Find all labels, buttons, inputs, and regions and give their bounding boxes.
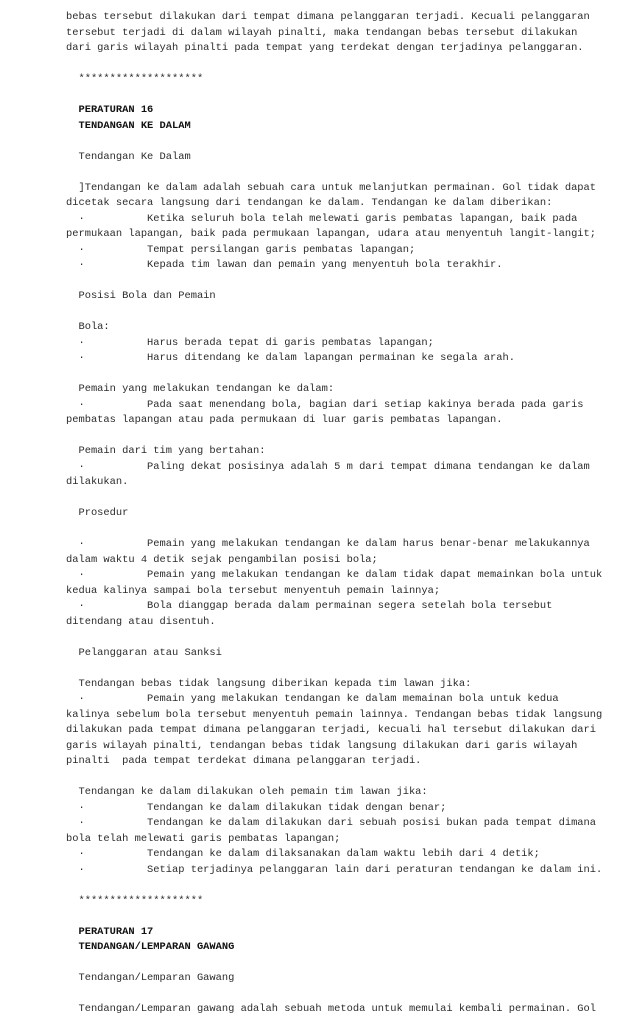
text-line: PERATURAN 17 [66,925,154,938]
text-line: · Pemain yang melakukan tendangan ke dalam tidak dapat memainkan bola untuk [66,569,603,581]
text-line: dalam waktu 4 detik sejak pengambilan posisi bola; [66,553,378,566]
paragraph-gap [66,956,606,972]
paragraph [66,894,606,910]
section-heading [66,103,606,134]
paragraph-gap [66,88,606,104]
text-line: · Kepada tim lawan dan pemain yang menyentuh bola terakhir. [66,259,503,271]
text-line: · Bola dianggap berada dalam permainan segera setelah bola tersebut [66,600,553,612]
text-line: Bola: [66,321,110,333]
text-line: tersebut terjadi di dalam wilayah pinalti, maka tendangan bebas tersebut dilakukan [66,26,578,39]
text-line: · Harus ditendang ke dalam lapangan permainan ke segala arah. [66,352,515,364]
paragraph [66,444,606,491]
paragraph [66,150,606,166]
text-line: · Tendangan ke dalam dilaksanakan dalam waktu lebih dari 4 detik; [66,848,540,860]
paragraph-gap [66,305,606,321]
document-page [66,10,606,1018]
paragraph-gap [66,57,606,73]
paragraph [66,320,606,367]
text-line: dilakukan pada tempat dimana pelanggaran terjadi, kecuali hal tersebut dilakukan dari [66,724,597,736]
paragraph-gap [66,522,606,538]
text-line: · Ketika seluruh bola telah melewati garis pembatas lapangan, baik pada [66,212,578,225]
text-line: · Harus berada tepat di garis pembatas lapangan; [66,336,434,349]
text-line: · Pemain yang melakukan tendangan ke dalam harus benar-benar melakukannya [66,538,590,550]
text-line: · Tendangan ke dalam dilakukan dari sebuah posisi bukan pada tempat dimana [66,817,597,829]
text-line: Pemain dari tim yang bertahan: [66,445,266,457]
text-line: TENDANGAN/LEMPARAN GAWANG [66,941,235,953]
text-line: · Paling dekat posisinya adalah 5 m dari tempat dimana tendangan ke dalam [66,460,590,473]
text-line: Tendangan Ke Dalam [66,150,191,163]
paragraph-gap [66,491,606,507]
paragraph-gap [66,909,606,925]
text-line: Tendangan bebas tidak langsung diberikan kepada tim lawan jika: [66,677,472,690]
text-line: TENDANGAN KE DALAM [66,119,191,132]
paragraph-gap [66,429,606,445]
text-line: Prosedur [66,507,129,519]
text-line: pembatas lapangan atau pada permukaan di luar garis pembatas lapangan. [66,414,503,426]
text-line: · Pemain yang melakukan tendangan ke dalam memainan bola untuk kedua [66,693,559,705]
text-line: Pemain yang melakukan tendangan ke dalam: [66,383,335,395]
paragraph [66,289,606,305]
text-line: Tendangan ke dalam dilakukan oleh pemain tim lawan jika: [66,786,428,798]
paragraph [66,181,606,274]
text-line: garis wilayah pinalti, tendangan bebas tidak langsung dilakukan dari garis wilayah [66,739,578,752]
paragraph [66,677,606,770]
text-line: · Tendangan ke dalam dilakukan tidak dengan benar; [66,801,447,814]
paragraph [66,971,606,987]
paragraph-gap [66,661,606,677]
paragraph [66,1002,606,1018]
text-line: dicetak secara langsung dari tendangan ke dalam. Tendangan ke dalam diberikan: [66,197,553,209]
text-line: kedua kalinya sampai bola tersebut menyentuh pemain lainnya; [66,584,441,597]
text-line: pinalti pada tempat terdekat dimana pelanggaran terjadi. [66,755,422,767]
text-line: dilakukan. [66,476,129,488]
paragraph-gap [66,878,606,894]
paragraph-gap [66,134,606,150]
paragraph [66,646,606,662]
text-line: bola telah melewati garis pembatas lapangan; [66,832,341,845]
text-line: Pelanggaran atau Sanksi [66,646,222,659]
text-line: bebas tersebut dilakukan dari tempat dimana pelanggaran terjadi. Kecuali pelanggaran [66,11,590,23]
paragraph-gap [66,165,606,181]
text-line: · Setiap terjadinya pelanggaran lain dari peraturan tendangan ke dalam ini. [66,863,603,876]
paragraph-gap [66,274,606,290]
paragraph [66,10,606,57]
paragraph [66,537,606,630]
text-line: · Tempat persilangan garis pembatas lapangan; [66,243,416,256]
paragraph [66,72,606,88]
text-line: ******************** [66,894,204,907]
text-line: PERATURAN 16 [66,104,154,116]
text-line: ditendang atau disentuh. [66,615,216,628]
paragraph [66,382,606,429]
text-line: Tendangan/Lemparan Gawang [66,972,235,984]
text-line: Posisi Bola dan Pemain [66,290,216,302]
text-line: permukaan lapangan, baik pada permukaan lapangan, udara atau menyentuh langit-langit; [66,228,597,240]
paragraph [66,506,606,522]
text-line: ******************** [66,73,204,85]
text-line: kalinya sebelum bola tersebut menyentuh pemain lainnya. Tendangan bebas tidak langsung [66,708,603,721]
paragraph-gap [66,367,606,383]
text-line: ]Tendangan ke dalam adalah sebuah cara untuk melanjutkan permainan. Gol tidak dapat [66,181,597,194]
paragraph [66,785,606,878]
paragraph-gap [66,630,606,646]
text-line: · Pada saat menendang bola, bagian dari setiap kakinya berada pada garis [66,398,584,411]
text-line: Tendangan/Lemparan gawang adalah sebuah metoda untuk memulai kembali permainan. Gol [66,1003,597,1015]
section-heading [66,925,606,956]
paragraph-gap [66,987,606,1003]
text-line: dari garis wilayah pinalti pada tempat yang terdekat dengan terjadinya pelanggaran. [66,42,584,54]
paragraph-gap [66,770,606,786]
